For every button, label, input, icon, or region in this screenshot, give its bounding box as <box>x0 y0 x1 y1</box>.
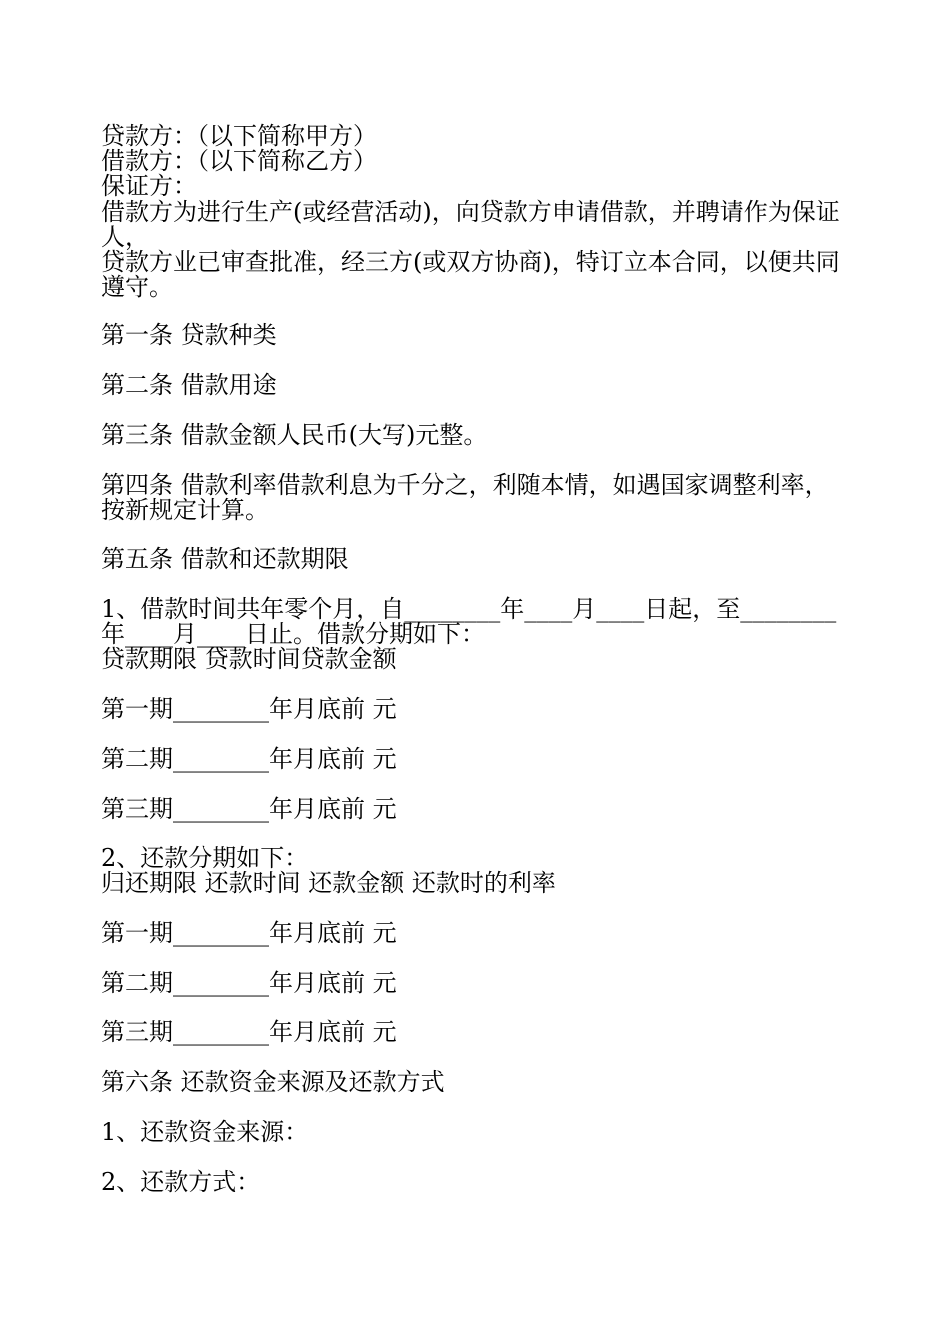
borrow-row: 第二期________年月底前 元 <box>101 745 397 773</box>
repay-row: 第三期________年月底前 元 <box>101 1018 397 1046</box>
article-1-heading: 第一条 贷款种类 <box>101 321 277 349</box>
borrow-row: 第三期________年月底前 元 <box>101 795 397 823</box>
article-4-text: 按新规定计算。 <box>101 496 269 524</box>
article-6-heading: 第六条 还款资金来源及还款方式 <box>101 1068 445 1096</box>
borrow-period-line: 1、借款时间共年零个月，自________年____月____日起，至________ <box>101 595 837 623</box>
intro-line: 借款方为进行生产(或经营活动)，向贷款方申请借款，并聘请作为保证 <box>101 198 840 226</box>
lender-line: 贷款方：（以下简称甲方） <box>101 122 377 150</box>
article-2-heading: 第二条 借款用途 <box>101 371 277 399</box>
repay-table-header: 归还期限 还款时间 还款金额 还款时的利率 <box>101 869 556 897</box>
intro-line: 人， <box>101 223 149 251</box>
repay-method-line: 2、还款方式： <box>101 1168 261 1196</box>
repay-row: 第二期________年月底前 元 <box>101 969 397 997</box>
repay-row: 第一期________年月底前 元 <box>101 919 397 947</box>
article-4-text: 第四条 借款利率借款利息为千分之，利随本情，如遇国家调整利率， <box>101 471 829 499</box>
article-5-heading: 第五条 借款和还款期限 <box>101 545 349 573</box>
borrow-row: 第一期________年月底前 元 <box>101 695 397 723</box>
borrow-period-line: 年____月____日止。借款分期如下： <box>101 620 485 648</box>
repay-schedule-title: 2、还款分期如下： <box>101 844 309 872</box>
guarantor-line: 保证方： <box>101 172 197 200</box>
intro-line: 贷款方业已审查批准，经三方(或双方协商)，特订立本合同，以便共同 <box>101 248 840 276</box>
repay-source-line: 1、还款资金来源： <box>101 1118 309 1146</box>
borrower-line: 借款方：（以下简称乙方） <box>101 147 377 175</box>
article-3-text: 第三条 借款金额人民币(大写)元整。 <box>101 421 488 449</box>
borrow-table-header: 贷款期限 贷款时间贷款金额 <box>101 645 397 673</box>
intro-line: 遵守。 <box>101 273 173 301</box>
